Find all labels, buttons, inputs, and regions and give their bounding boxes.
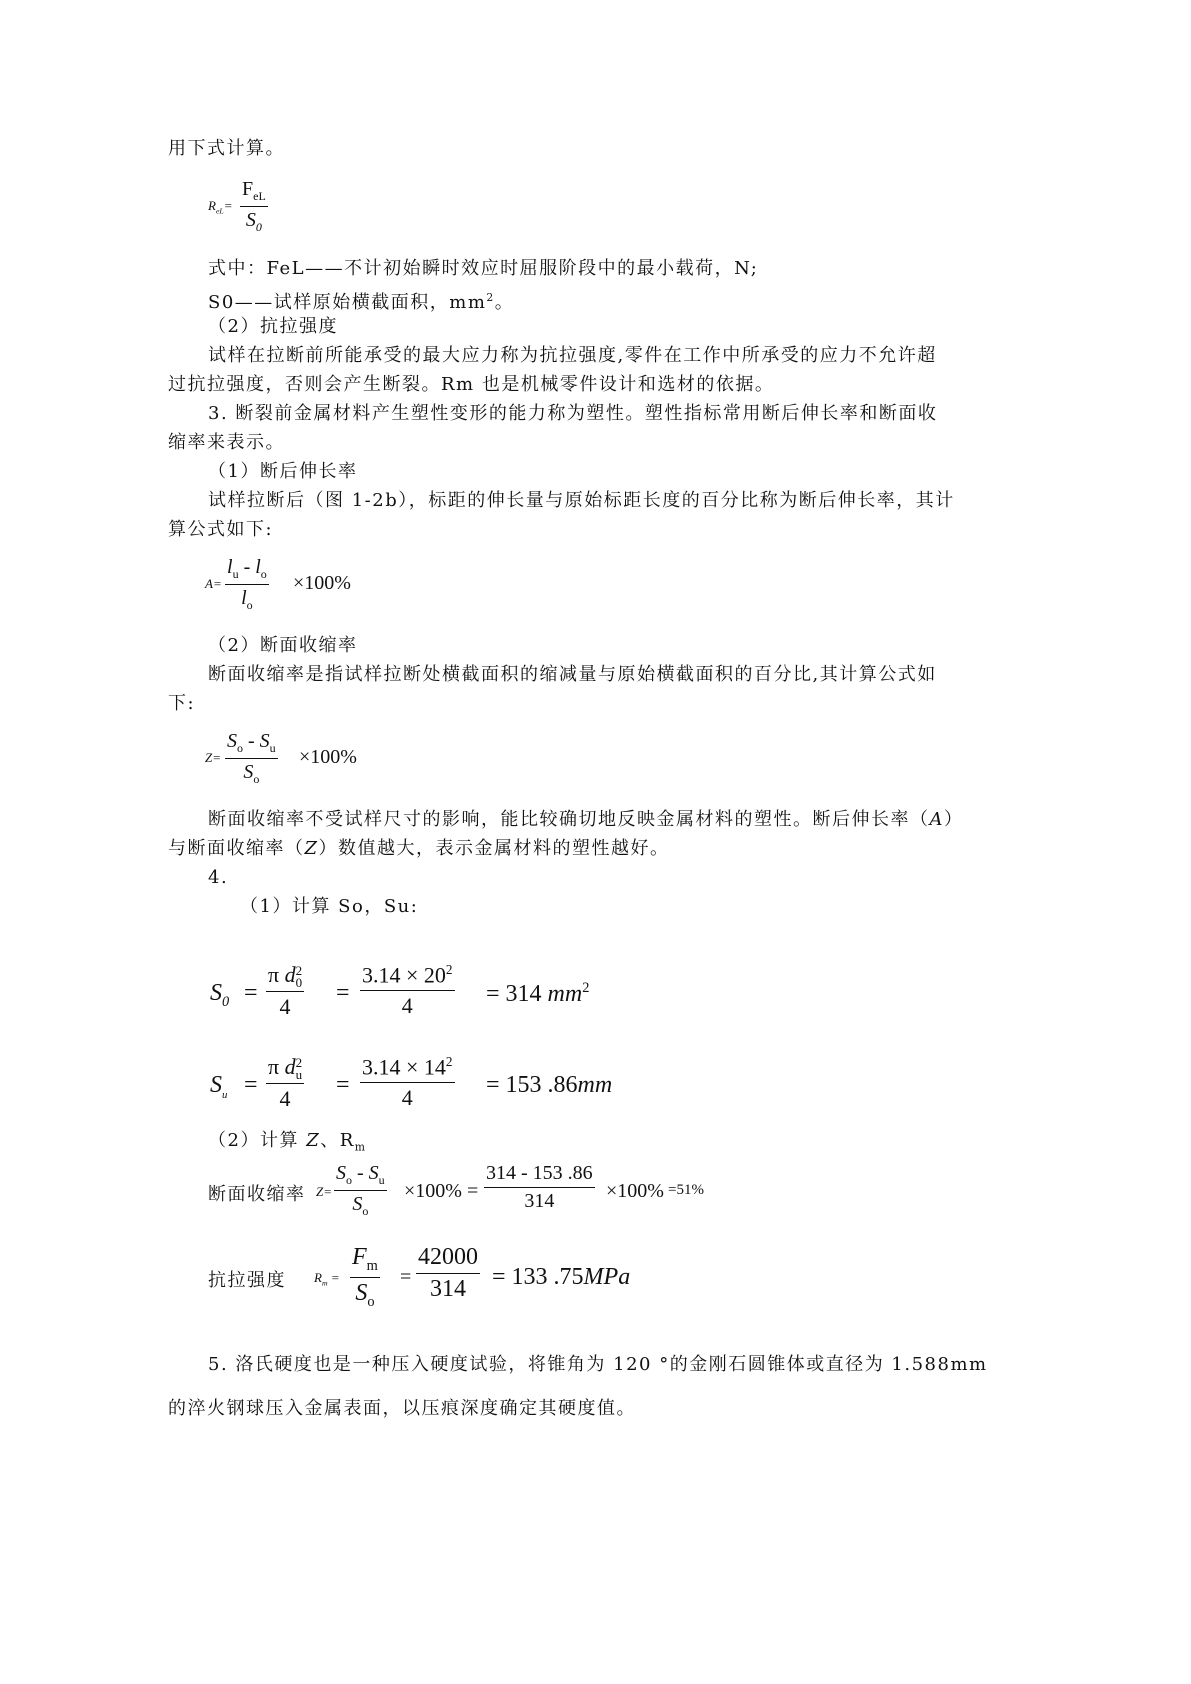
text-line: （2）计算 Z、$R_m$ [208, 1130, 367, 1154]
text-line: 过抗拉强度，否则会产生断裂。Rm 也是机械零件设计和选材的依据。 [168, 374, 775, 395]
text-line: 的淬火钢球压入金属表面，以压痕深度确定其硬度值。 [168, 1398, 636, 1419]
text-line: （2）断面收缩率 [208, 635, 358, 656]
text-line: 下: [168, 693, 196, 714]
text-line: 试样在拉断前所能承受的最大应力称为抗拉强度,零件在工作中所承受的应力不允许超 [208, 345, 937, 366]
text-line: 断面收缩率是指试样拉断处横截面积的缩减量与原始横截面积的百分比,其计算公式如 [208, 664, 937, 685]
text-line: S0——试样原始横截面积，$mm^2$。 [208, 291, 515, 313]
text-line: 与断面收缩率（Z）数值越大，表示金属材料的塑性越好。 [168, 838, 670, 859]
formula-s0: $S_0$ = π d 2 0 4 = $3.14 \times 20^2$ 4 = 314 $mm^2$ [210, 962, 590, 1019]
text-line: 试样拉断后（图 1-2b），标距的伸长量与原始标距长度的百分比称为断后伸长率，其计 [208, 490, 955, 511]
formula-elongation: A= $l_u - l_o$ $l_o$ ×100% [205, 556, 351, 612]
text-line: 4. [208, 867, 229, 888]
text-line: 断面收缩率不受试样尺寸的影响，能比较确切地反映金属材料的塑性。断后伸长率（A） [208, 809, 964, 830]
formula-rel: $R_{eL}=$ $F_{eL}$ $S_0$ [208, 178, 266, 234]
text-line: 5. 洛氏硬度也是一种压入硬度试验，将锥角为 120 °的金刚石圆锥体或直径为 1.588mm [208, 1354, 988, 1375]
text-line: （2）抗拉强度 [208, 316, 338, 337]
formula-reduction: Z= $S_o - S_u$ $S_o$ ×100% [205, 730, 357, 786]
formula-rm-calc: $R_m$ = $F_m$ $S_o$ = 42000 314 = 133 .75MPa [314, 1244, 631, 1310]
text-line: （1）断后伸长率 [208, 461, 358, 482]
text-line: 3. 断裂前金属材料产生塑性变形的能力称为塑性。塑性指标常用断后伸长率和断面收 [208, 403, 938, 424]
text-line: 用下式计算。 [168, 138, 285, 159]
text-line: （1）计算 So，Su: [240, 896, 419, 917]
formula-su: $S_u$ = π d 2 u 4 = $3.14 \times 14^2$ 4 = 153 .86mm [210, 1054, 613, 1111]
text-line: 式中：FeL——不计初始瞬时效应时屈服阶段中的最小载荷，N; [208, 258, 759, 279]
text-line: 缩率来表示。 [168, 432, 285, 453]
text-line: 断面收缩率 [208, 1184, 306, 1205]
text-line: 抗拉强度 [208, 1270, 286, 1291]
text-line: 算公式如下: [168, 519, 274, 540]
formula-z-calc: Z= $S_o - S_u$ $S_o$ ×100% = 314 - 153 .86 314 ×100% =51% [316, 1162, 704, 1218]
